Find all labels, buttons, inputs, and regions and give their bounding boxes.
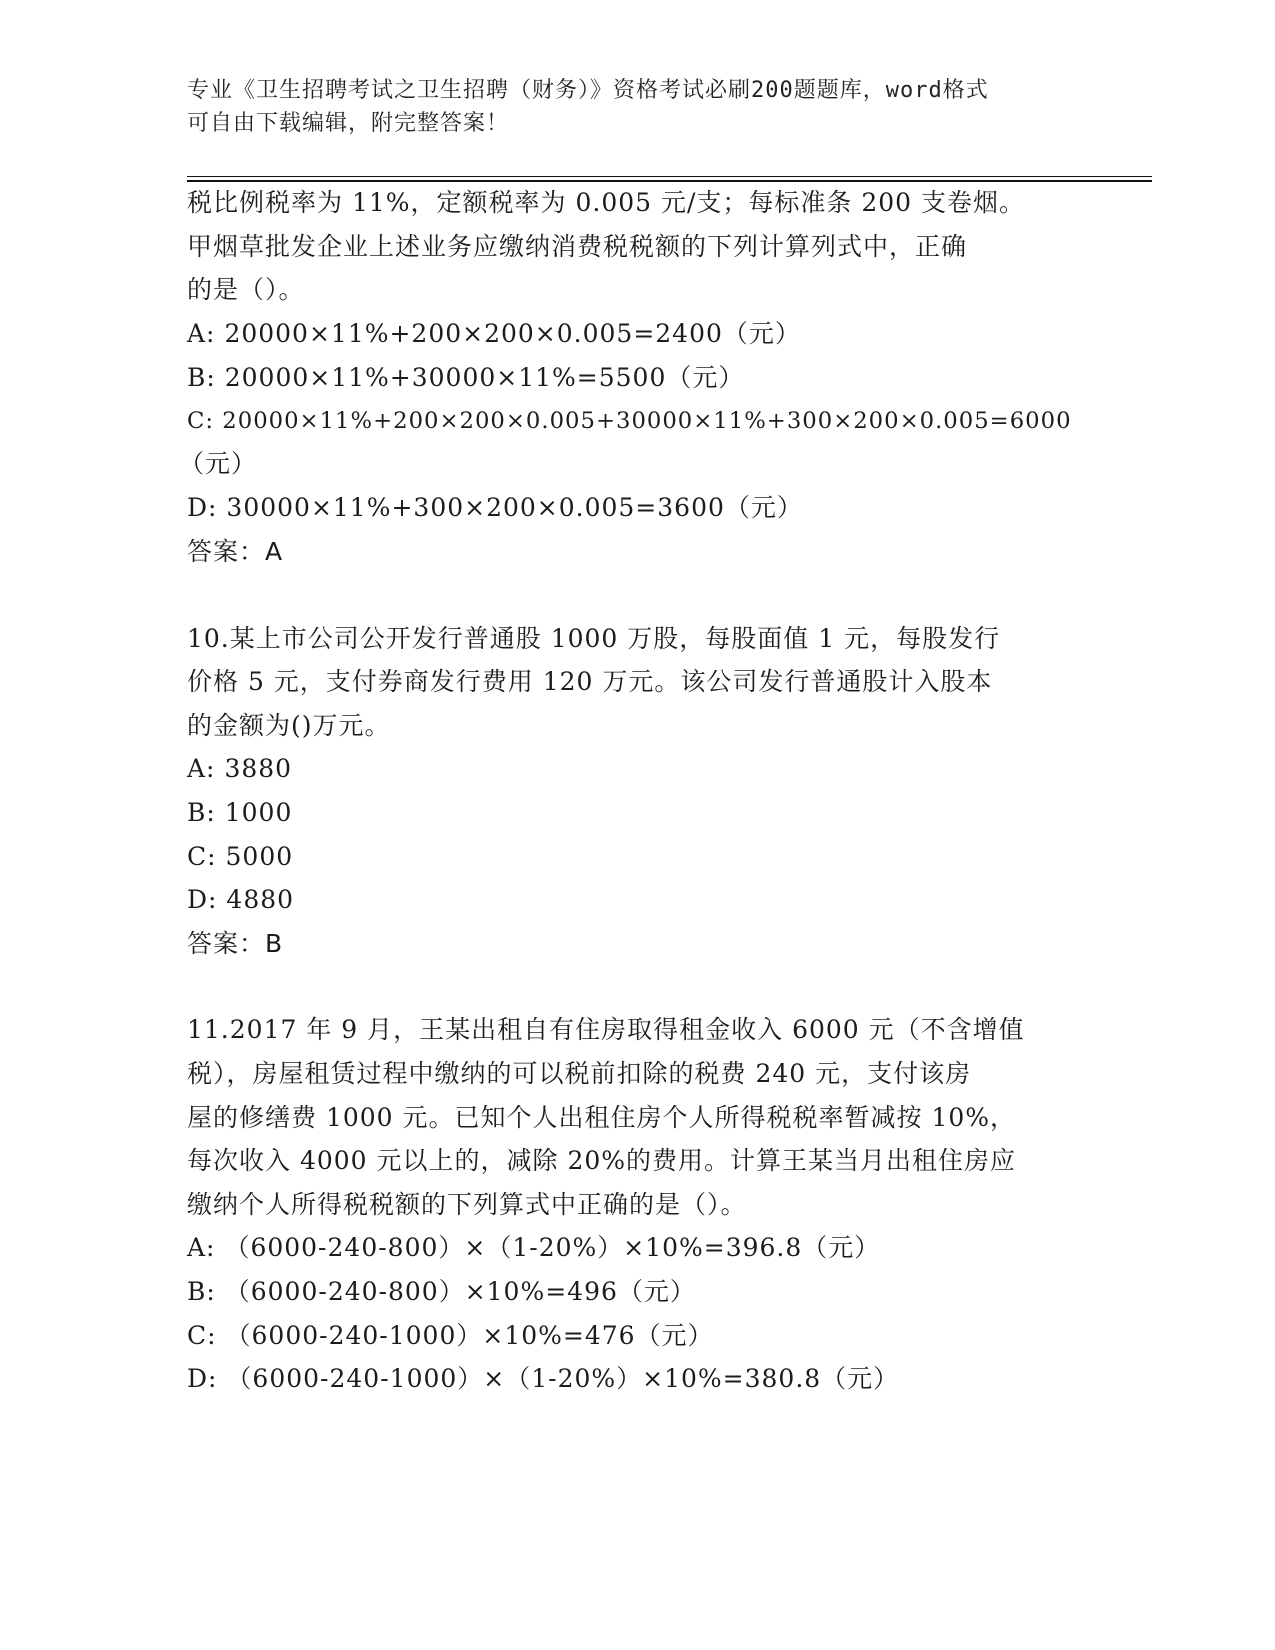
option-c	[187, 841, 293, 873]
option-a	[187, 318, 801, 350]
option-text: （6000-240-1000）×10%=476（元）	[225, 1321, 714, 1350]
option-text: 20000×11%+200×200×0.005=2400（元）	[224, 319, 801, 348]
option-b	[187, 362, 744, 394]
option-b	[187, 797, 292, 829]
question-stem-line: 价格 5 元，支付券商发行费用 120 万元。该公司发行普通股计入股本	[187, 667, 993, 696]
option-d	[187, 1363, 899, 1395]
option-c-continuation: （元）	[179, 449, 258, 478]
option-c	[187, 405, 1072, 437]
option-label: B:	[187, 363, 216, 392]
option-label: B:	[187, 1277, 216, 1306]
option-text: （6000-240-1000）×（1-20%）×10%=380.8（元）	[226, 1364, 900, 1393]
question-stem-line: 屋的修缮费 1000 元。已知个人出租住房个人所得税税率暂减按 10%，	[187, 1103, 1017, 1132]
document-header	[187, 74, 1067, 140]
answer-line: 答案：A	[187, 537, 284, 566]
header-divider-thin	[187, 176, 1152, 177]
question-stem-line: 11.2017 年 9 月，王某出租自有住房取得租金收入 6000 元（不含增值	[187, 1015, 1025, 1044]
question-stem-line: 甲烟草批发企业上述业务应缴纳消费税税额的下列计算列式中，正确	[187, 232, 968, 261]
option-a	[187, 1232, 880, 1264]
option-text: 5000	[225, 842, 294, 871]
option-label: A:	[187, 319, 216, 348]
option-label: D:	[187, 885, 218, 914]
option-text: 20000×11%+30000×11%=5500（元）	[224, 363, 745, 392]
answer-line: 答案：B	[187, 929, 284, 958]
option-label: D:	[187, 493, 218, 522]
option-text: 1000	[224, 798, 293, 827]
question-stem-line: 的是（）。	[187, 275, 305, 304]
question-stem-line: 税比例税率为 11%，定额税率为 0.005 元/支；每标准条 200 支卷烟。	[187, 188, 1026, 217]
option-a	[187, 753, 292, 785]
option-b	[187, 1276, 696, 1308]
header-divider-thick	[187, 180, 1152, 182]
option-text: 3880	[224, 754, 293, 783]
option-text: （6000-240-800）×（1-20%）×10%=396.8（元）	[224, 1233, 881, 1262]
option-label: C:	[187, 1321, 217, 1350]
option-d	[187, 492, 803, 524]
question-stem-line: 缴纳个人所得税税额的下列算式中正确的是（）。	[187, 1190, 747, 1219]
question-stem-line: 的金额为()万元。	[187, 711, 391, 740]
option-c	[187, 1320, 714, 1352]
option-label: C:	[187, 842, 217, 871]
option-d	[187, 884, 294, 916]
option-text: （6000-240-800）×10%=496（元）	[224, 1277, 696, 1306]
question-stem-line: 10.某上市公司公开发行普通股 1000 万股，每股面值 1 元，每股发行	[187, 624, 1001, 653]
option-label: A:	[187, 1233, 216, 1262]
option-label: C:	[187, 408, 215, 434]
header-line-2: 可自由下载编辑，附完整答案！	[187, 111, 510, 136]
option-label: B:	[187, 798, 216, 827]
option-text: 30000×11%+300×200×0.005=3600（元）	[226, 493, 803, 522]
question-stem-line: 每次收入 4000 元以上的，减除 20%的费用。计算王某当月出租住房应	[187, 1146, 1017, 1175]
option-label: A:	[187, 754, 216, 783]
question-stem-line: 税），房屋租赁过程中缴纳的可以税前扣除的税费 240 元，支付该房	[187, 1059, 972, 1088]
header-line-1: 专业《卫生招聘考试之卫生招聘（财务）》资格考试必刷200题题库，word格式	[187, 78, 989, 103]
option-label: D:	[187, 1364, 218, 1393]
option-text: 20000×11%+200×200×0.005+30000×11%+300×200×0.005=6000	[222, 408, 1072, 434]
option-text: 4880	[226, 885, 295, 914]
